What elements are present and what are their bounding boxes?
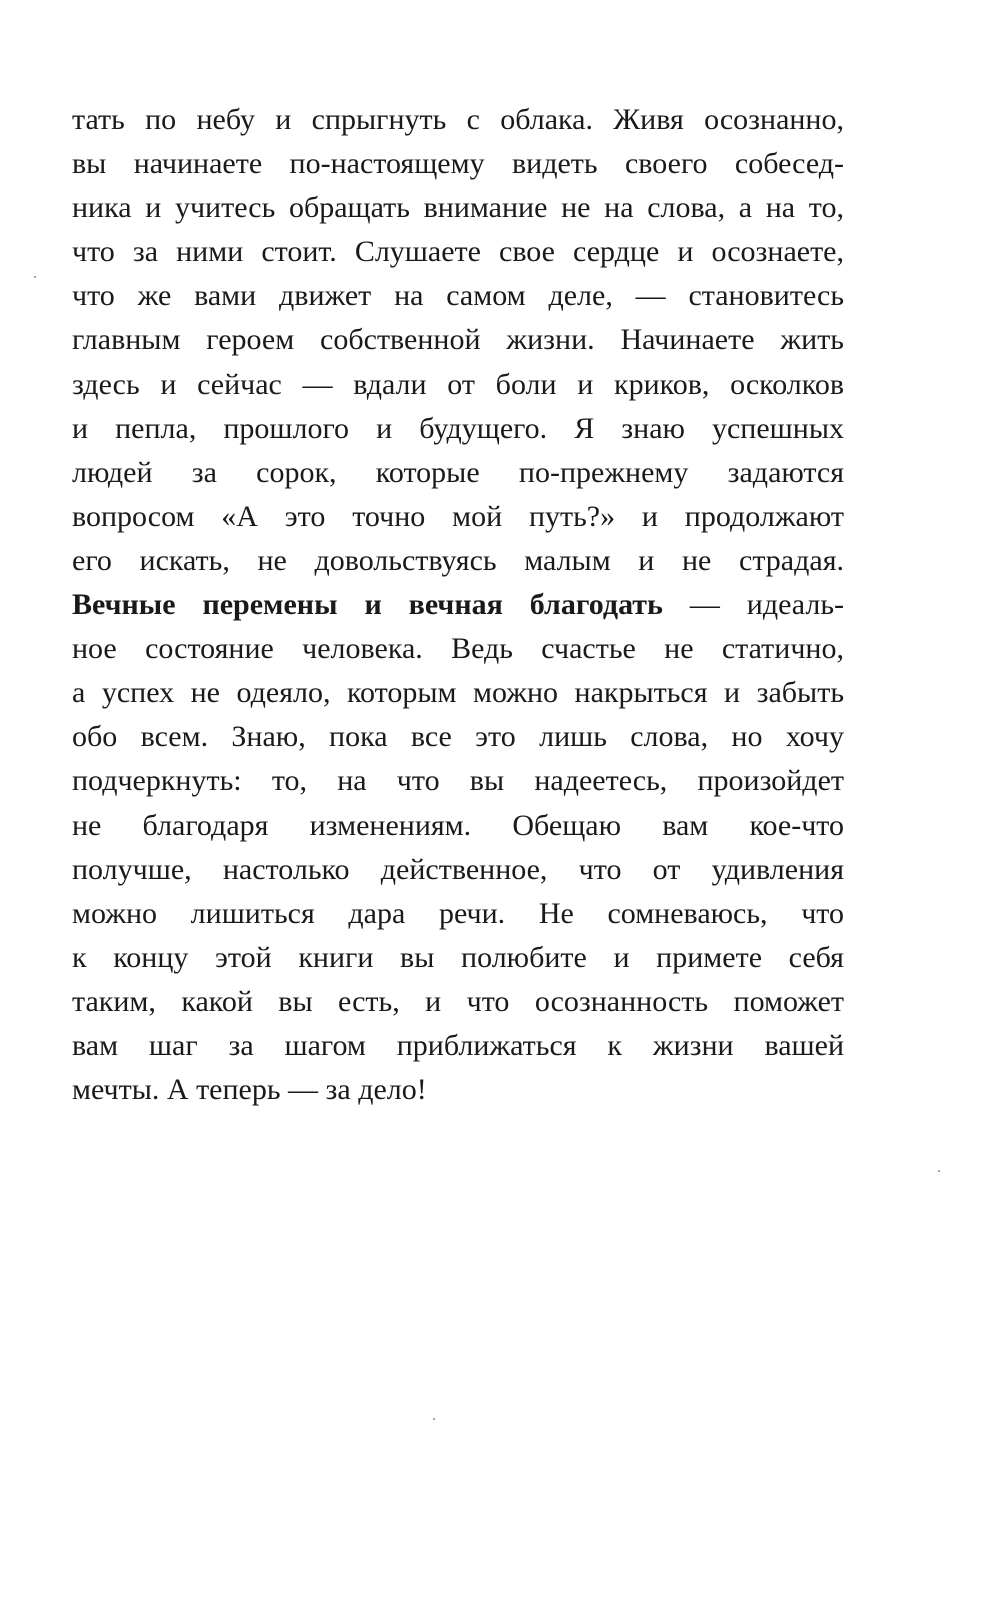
- text-line: вам шаг за шагом приближаться к жизни вашей: [72, 1028, 844, 1062]
- text-line: здесь и сейчас — вдали от боли и криков, осколков: [72, 367, 844, 401]
- text-line: ника и учитесь обращать внимание не на слова, а на то,: [72, 191, 844, 225]
- text-line: обо всем. Знаю, пока все это лишь слова, но хочу: [72, 720, 844, 754]
- text-line: можно лишиться дара речи. Не сомневаюсь, что: [72, 896, 844, 930]
- text-line: тать по небу и спрыгнуть с облака. Живя осознанно,: [72, 103, 844, 136]
- text-line: ное состояние человека. Ведь счастье не статично,: [72, 632, 844, 666]
- text-line-final: мечты. А теперь — за дело!: [72, 1073, 427, 1107]
- text-line: вы начинаете по-настоящему видеть своего собесед-: [72, 147, 844, 181]
- text-line: а успех не одеяло, которым можно накрыться и забыть: [72, 676, 844, 710]
- scan-speck: [433, 1418, 435, 1420]
- body-text: [72, 98, 844, 1112]
- text-line: главным героем собственной жизни. Начинаете жить: [72, 323, 844, 357]
- bold-phrase: Вечные перемены и вечная благодать: [72, 588, 663, 622]
- text-line: получше, настолько действенное, что от удивления: [72, 852, 844, 886]
- text-line: не благодаря изменениям. Обещаю вам кое-что: [72, 808, 844, 842]
- scan-speck: [938, 1170, 940, 1172]
- text-line: его искать, не довольствуясь малым и не страдая.: [72, 543, 844, 577]
- text-line: и пепла, прошлого и будущего. Я знаю успешных: [72, 411, 844, 445]
- text-line-with-bold-phrase: [72, 583, 844, 627]
- text-line: вопросом «А это точно мой путь?» и продолжают: [72, 499, 844, 533]
- text-line: таким, какой вы есть, и что осознанность поможет: [72, 984, 844, 1018]
- scan-speck: [34, 276, 36, 278]
- text-line: что за ними стоит. Слушаете свое сердце и осознаете,: [72, 235, 844, 269]
- text-line: к концу этой книги вы полюбите и примете себя: [72, 940, 844, 974]
- text-line-rest: — идеаль-: [662, 588, 844, 622]
- text-line: людей за сорок, которые по-прежнему задаются: [72, 455, 844, 489]
- text-line: что же вами движет на самом деле, — становитесь: [72, 279, 844, 313]
- text-line: подчеркнуть: то, на что вы надеетесь, произойдет: [72, 764, 844, 798]
